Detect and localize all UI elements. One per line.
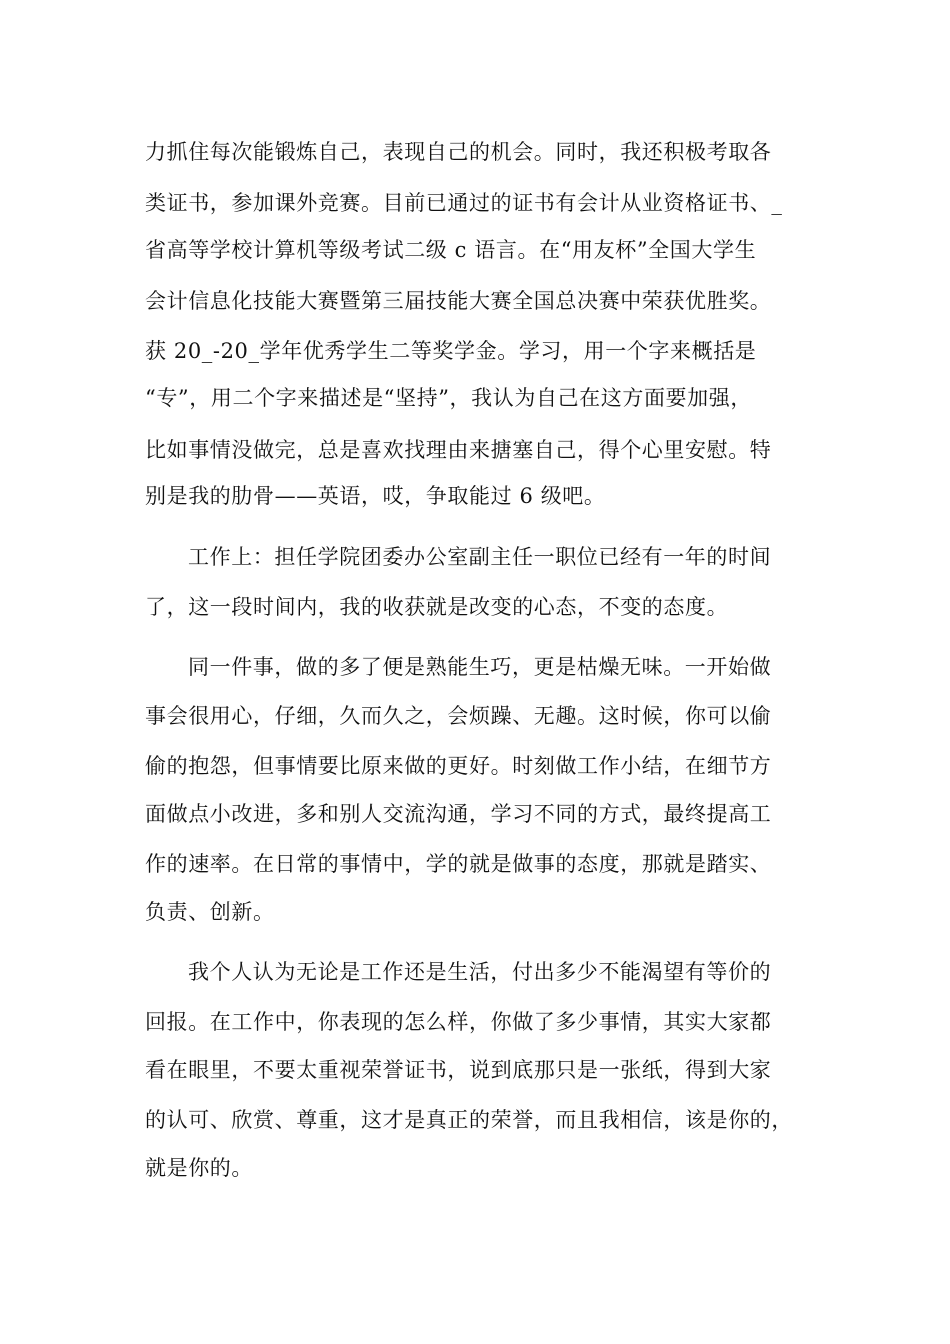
text-line: 看在眼里，不要太重视荣誉证书，说到底那只是一张纸，得到大家 xyxy=(145,1058,772,1082)
text-line: 面做点小改进，多和别人交流沟通，学习不同的方式，最终提高工 xyxy=(145,802,772,826)
text-line: 作的速率。在日常的事情中，学的就是做事的态度，那就是踏实、 xyxy=(145,852,772,876)
text-line: 负责、创新。 xyxy=(145,900,275,924)
text-line: 就是你的。 xyxy=(145,1156,253,1180)
text-line: 回报。在工作中，你表现的怎么样，你做了多少事情，其实大家都 xyxy=(145,1010,772,1034)
text-line: 获 20_-20_学年优秀学生二等奖学金。学习，用一个字来概括是 xyxy=(145,339,757,363)
text-line: 我个人认为无论是工作还是生活，付出多少不能渴望有等价的 xyxy=(188,960,772,984)
text-line: 偷的抱怨，但事情要比原来做的更好。时刻做工作小结，在细节方 xyxy=(145,754,772,778)
text-line: “专”，用二个字来描述是“坚持”，我认为自己在这方面要加强， xyxy=(145,386,752,410)
text-line: 了，这一段时间内，我的收获就是改变的心态，不变的态度。 xyxy=(145,595,729,619)
text-line: 省高等学校计算机等级考试二级 c 语言。在“用友杯”全国大学生 xyxy=(145,238,757,262)
text-line: 会计信息化技能大赛暨第三届技能大赛全国总决赛中荣获优胜奖。 xyxy=(145,289,772,313)
text-line: 别是我的肋骨——英语，哎，争取能过 6 级吧。 xyxy=(145,484,606,508)
text-line: 类证书，参加课外竞赛。目前已通过的证书有会计从业资格证书、_ xyxy=(145,191,783,215)
text-line: 同一件事，做的多了便是熟能生巧，更是枯燥无味。一开始做 xyxy=(188,655,772,679)
text-line: 比如事情没做完，总是喜欢找理由来搪塞自己，得个心里安慰。特 xyxy=(145,438,772,462)
text-line: 的认可、欣赏、尊重，这才是真正的荣誉，而且我相信，该是你的， xyxy=(145,1108,793,1132)
text-line: 工作上：担任学院团委办公室副主任一职位已经有一年的时间 xyxy=(188,545,772,569)
text-line: 力抓住每次能锻炼自己，表现自己的机会。同时，我还积极考取各 xyxy=(145,140,772,164)
text-line: 事会很用心，仔细，久而久之，会烦躁、无趣。这时候，你可以偷 xyxy=(145,704,772,728)
